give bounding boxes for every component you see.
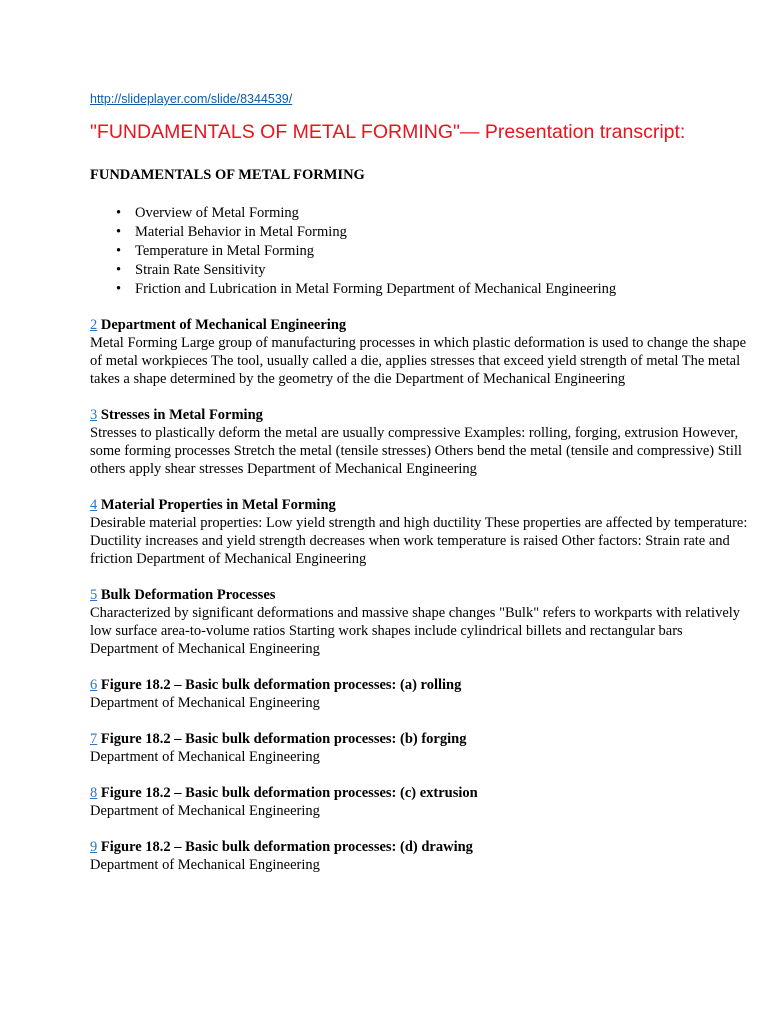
list-item xyxy=(90,204,616,223)
slide-body: Characterized by significant deformations and massive shape changes "Bulk" refers to workparts with relatively low surface area-to-volume ratios Starting work shapes include cylindrical billets and rectangular bars Department of Mechanical Engineering xyxy=(90,605,741,657)
slide-body: Desirable material properties: Low yield strength and high ductility These properties are affected by temperature: Ductility increases and yield strength decreases when work temperature is raised Other factors: Strain rate and friction Department of Mechanical Engineering xyxy=(90,515,748,567)
slide-body: Stresses to plastically deform the metal are usually compressive Examples: rolling, forging, extrusion However, some forming processes Stretch the metal (tensile stresses) Others bend the metal (tensile and compressive) Still others apply shear stresses Department of Mechanical Engineering xyxy=(90,425,742,477)
slide-title: Material Properties in Metal Forming xyxy=(100,497,336,513)
slide-section xyxy=(90,838,750,874)
slide-number-link[interactable]: 7 xyxy=(90,731,98,747)
slide-title: Department of Mechanical Engineering xyxy=(100,317,347,333)
main-heading: FUNDAMENTALS OF METAL FORMING xyxy=(90,167,365,183)
slide-section xyxy=(90,316,750,388)
slide-number-link[interactable]: 3 xyxy=(90,407,98,423)
slide-title: Figure 18.2 – Basic bulk deformation processes: (a) rolling xyxy=(100,677,462,693)
list-item xyxy=(90,280,616,299)
slide-title: Bulk Deformation Processes xyxy=(100,587,276,603)
slide-section xyxy=(90,730,750,766)
source-link[interactable]: http://slideplayer.com/slide/8344539/ xyxy=(90,92,293,106)
slide-title: Figure 18.2 – Basic bulk deformation processes: (d) drawing xyxy=(100,839,473,855)
slide-section xyxy=(90,676,750,712)
slide-number-link[interactable]: 6 xyxy=(90,677,98,693)
bullet-icon: • xyxy=(116,243,122,259)
bullet-icon: • xyxy=(116,281,122,297)
slide-number-link[interactable]: 4 xyxy=(90,497,98,513)
bullet-icon: • xyxy=(116,262,122,278)
slide-number-link[interactable]: 9 xyxy=(90,839,98,855)
overview-list xyxy=(90,204,616,299)
document-title: "FUNDAMENTALS OF METAL FORMING"— Presentation transcript: xyxy=(90,121,686,143)
list-item-text: Temperature in Metal Forming xyxy=(135,243,314,259)
slide-section xyxy=(90,586,750,658)
list-item-text: Friction and Lubrication in Metal Forming Department of Mechanical Engineering xyxy=(135,281,617,297)
list-item-text: Material Behavior in Metal Forming xyxy=(135,224,347,240)
slide-title: Figure 18.2 – Basic bulk deformation processes: (b) forging xyxy=(100,731,467,747)
list-item xyxy=(90,242,616,261)
slide-body: Department of Mechanical Engineering xyxy=(90,803,320,819)
list-item xyxy=(90,223,616,242)
list-item xyxy=(90,261,616,280)
slide-body: Department of Mechanical Engineering xyxy=(90,857,320,873)
slide-title: Figure 18.2 – Basic bulk deformation processes: (c) extrusion xyxy=(100,785,478,801)
slide-number-link[interactable]: 5 xyxy=(90,587,98,603)
slide-body: Department of Mechanical Engineering xyxy=(90,695,320,711)
slide-transcript xyxy=(90,316,750,892)
slide-section xyxy=(90,784,750,820)
slide-section xyxy=(90,406,750,478)
slide-body: Metal Forming Large group of manufacturing processes in which plastic deformation is used to change the shape of metal workpieces The tool, usually called a die, applies stresses that exceed yield strength of metal The metal takes a shape determined by the geometry of the die Department of Mechanical Engineering xyxy=(90,335,747,387)
slide-number-link[interactable]: 8 xyxy=(90,785,98,801)
list-item-text: Overview of Metal Forming xyxy=(135,205,299,221)
list-item-text: Strain Rate Sensitivity xyxy=(135,262,266,278)
slide-body: Department of Mechanical Engineering xyxy=(90,749,320,765)
slide-number-link[interactable]: 2 xyxy=(90,317,98,333)
bullet-icon: • xyxy=(116,205,122,221)
bullet-icon: • xyxy=(116,224,122,240)
slide-title: Stresses in Metal Forming xyxy=(100,407,263,423)
slide-section xyxy=(90,496,750,568)
